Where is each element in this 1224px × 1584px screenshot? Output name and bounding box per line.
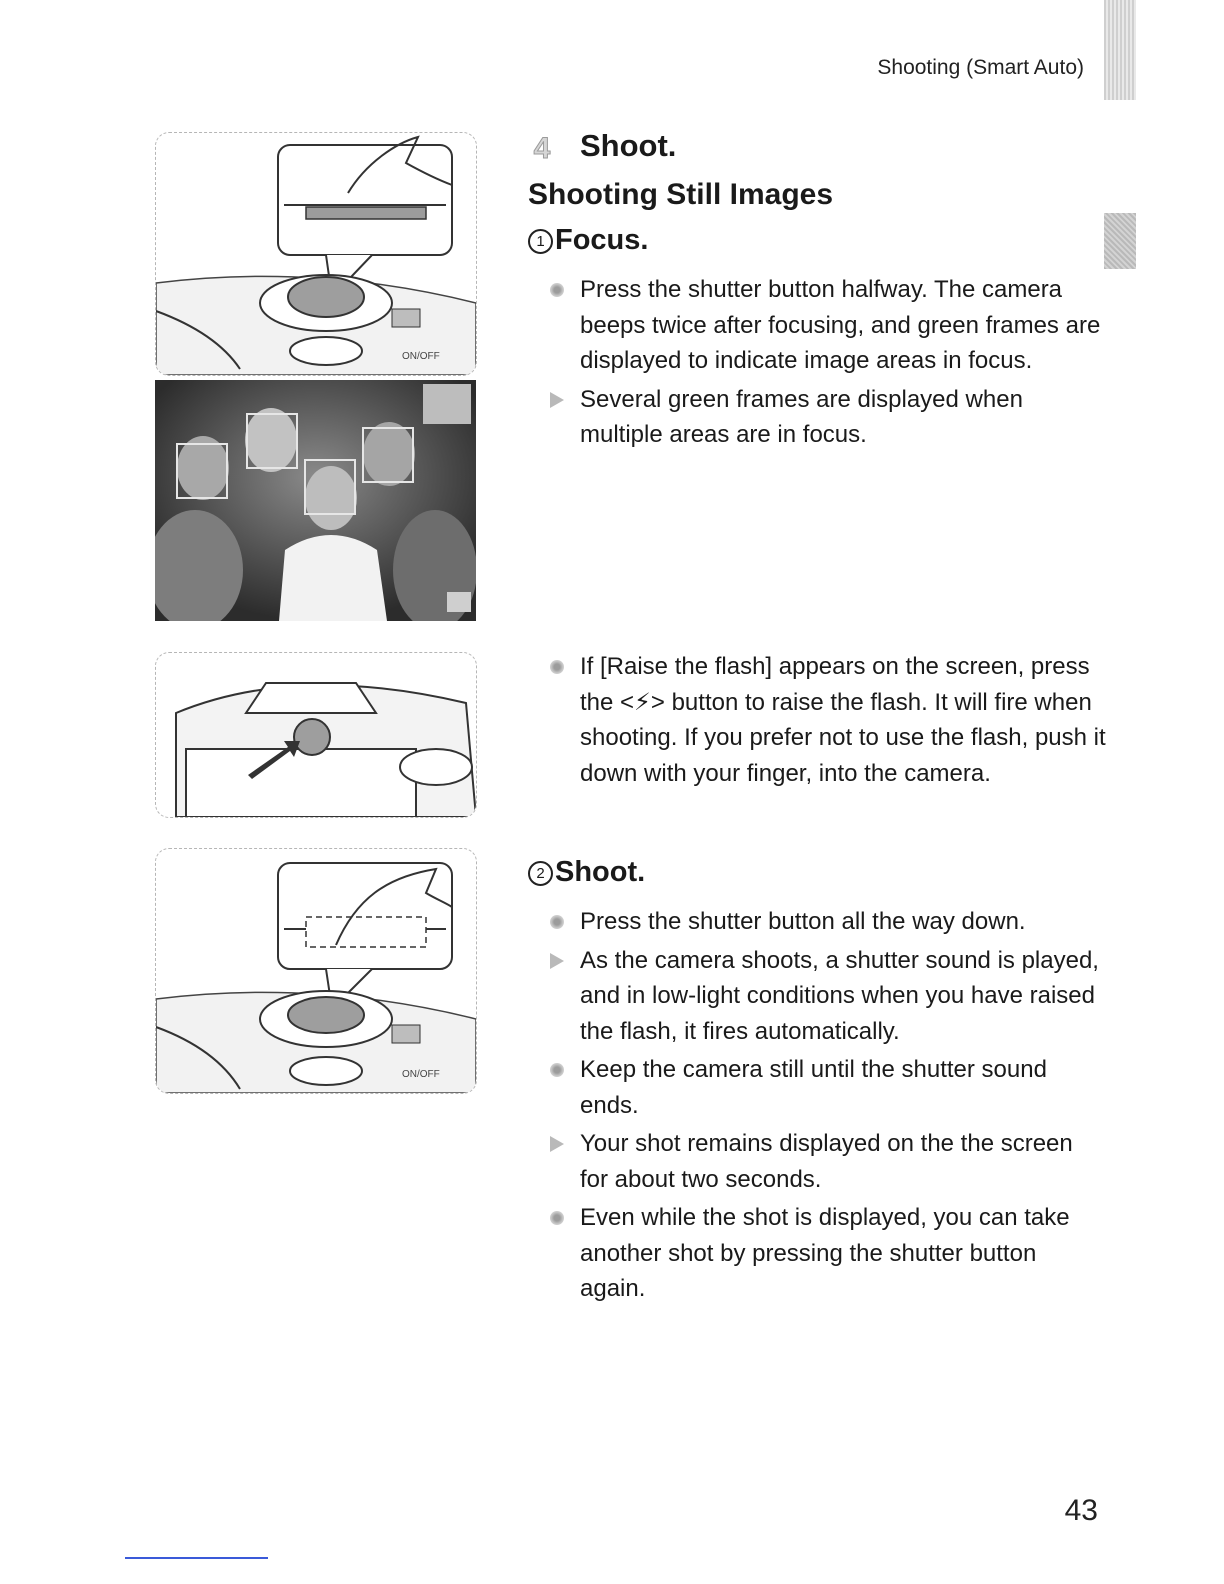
flash-bullet-list [546, 649, 1106, 794]
action-bullet-icon [550, 660, 564, 674]
shoot-title: Shoot. [555, 856, 646, 888]
flash-raise-icon [156, 653, 476, 817]
shoot-subheading [528, 856, 645, 896]
edge-thumb-index [1104, 0, 1136, 100]
svg-text:4: 4 [533, 132, 551, 164]
action-bullet-icon [550, 1211, 564, 1225]
svg-text:ON/OFF: ON/OFF [402, 351, 440, 362]
circled-number-1: 1 [528, 229, 553, 254]
step-title: Shoot. [580, 128, 677, 163]
shoot-bullet-list [546, 904, 1106, 1310]
action-bullet-icon [550, 915, 564, 929]
shutter-full-press-icon [156, 849, 476, 1093]
list-item: Keep the camera still until the shutter sound ends. [546, 1052, 1106, 1123]
focus-title: Focus. [555, 224, 649, 256]
result-bullet-icon [550, 1136, 564, 1152]
svg-text:ON/OFF: ON/OFF [402, 1069, 440, 1080]
focus-bullet-list [546, 272, 1106, 456]
shutter-half-press-icon [156, 133, 476, 375]
list-item: Press the shutter button halfway. The camera beeps twice after focusing, and green frames are displayed to indicate image areas in focus. [546, 272, 1106, 379]
list-item: Several green frames are displayed when multiple areas are in focus. [546, 382, 1106, 453]
focus-subheading [528, 224, 648, 264]
action-bullet-icon [550, 1063, 564, 1077]
list-item: Even while the shot is displayed, you can take another shot by pressing the shutter button again. [546, 1200, 1106, 1307]
half-press-illustration [155, 132, 477, 376]
list-item: As the camera shoots, a shutter sound is played, and in low-light conditions when you have raised the flash, it fires automatically. [546, 943, 1106, 1050]
section-title: Shooting Still Images [528, 178, 834, 211]
list-item: Your shot remains displayed on the the screen for about two seconds. [546, 1126, 1106, 1197]
circled-number-2: 2 [528, 861, 553, 886]
action-bullet-icon [550, 283, 564, 297]
flash-button-illustration [155, 652, 477, 818]
chapter-side-tab [1104, 213, 1136, 269]
page-number: 43 [1064, 1494, 1098, 1527]
list-item: If [Raise the flash] appears on the screen, press the <⚡> button to raise the flash. It will fire when shooting. If you prefer not to use the flash, push it down with your finger, into the camera. [546, 649, 1106, 791]
list-item: Press the shutter button all the way down. [546, 904, 1106, 940]
full-press-illustration [155, 848, 477, 1094]
result-bullet-icon [550, 392, 564, 408]
page-header-title: Shooting (Smart Auto) [877, 56, 1084, 79]
step-number-icon [528, 130, 556, 164]
bottom-rule [125, 1557, 268, 1559]
result-bullet-icon [550, 953, 564, 969]
lcd-screen-preview [155, 380, 476, 621]
focus-frames-photo [155, 380, 476, 621]
